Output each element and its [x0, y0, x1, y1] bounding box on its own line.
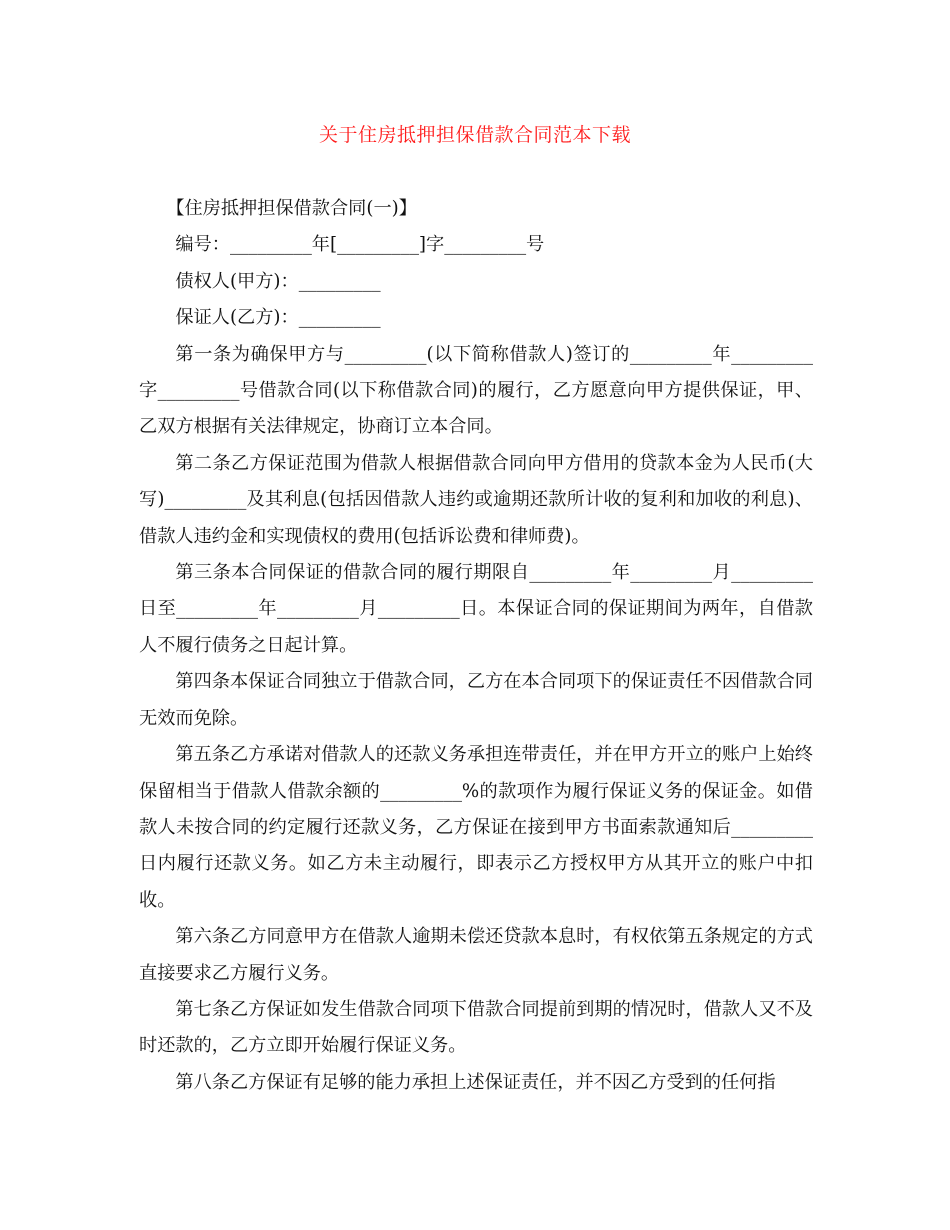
guarantor-line: 保证人(乙方)：_________ [175, 307, 381, 329]
article-3: 第三条本合同保证的借款合同的履行期限自_________年_________月_________日至_________年_________月_________日。本保证合同的保证期间为两年，自借款人不履行债务之日起计算。 [139, 562, 813, 656]
article-1: 第一条为确保甲方与_________(以下简称借款人)签订的_________年_________字_________号借款合同(以下称借款合同)的履行，乙方愿意向甲方提供保证，甲、乙双方根据有关法律规定，协商订立本合同。 [139, 343, 813, 438]
document-title: 关于住房抵押担保借款合同范本下载 [318, 124, 631, 146]
contract-heading: 【住房抵押担保借款合同(一)】 [166, 198, 417, 219]
contract-number-line: 编号：_________年[_________]字_________号 [175, 234, 545, 256]
document-body [139, 191, 813, 1101]
article-7: 第七条乙方保证如发生借款合同项下借款合同提前到期的情况时，借款人又不及时还款的，乙方立即开始履行保证义务。 [139, 998, 813, 1057]
article-5: 第五条乙方承诺对借款人的还款义务承担连带责任，并在甲方开立的账户上始终保留相当于借款人借款余额的_________%的款项作为履行保证义务的保证金。如借款人未按合同的约定履行还款义务，乙方保证在接到甲方书面索款通知后_________日内履行还款义务。如乙方未主动履行，即表示乙方授权甲方从其开立的账户中扣收。 [139, 744, 813, 911]
article-4: 第四条本保证合同独立于借款合同，乙方在本合同项下的保证责任不因借款合同无效而免除。 [139, 671, 813, 729]
article-8: 第八条乙方保证有足够的能力承担上述保证责任，并不因乙方受到的任何指 [175, 1071, 776, 1093]
creditor-line: 债权人(甲方)：_________ [175, 270, 381, 292]
article-2: 第二条乙方保证范围为借款人根据借款合同向甲方借用的贷款本金为人民币(大写)_________及其利息(包括因借款人违约或逾期还款所计收的复利和加收的利息)、借款人违约金和实现债权的费用(包括诉讼费和律师费)。 [139, 452, 813, 547]
article-6: 第六条乙方同意甲方在借款人逾期未偿还贷款本息时，有权依第五条规定的方式直接要求乙方履行义务。 [139, 926, 813, 984]
